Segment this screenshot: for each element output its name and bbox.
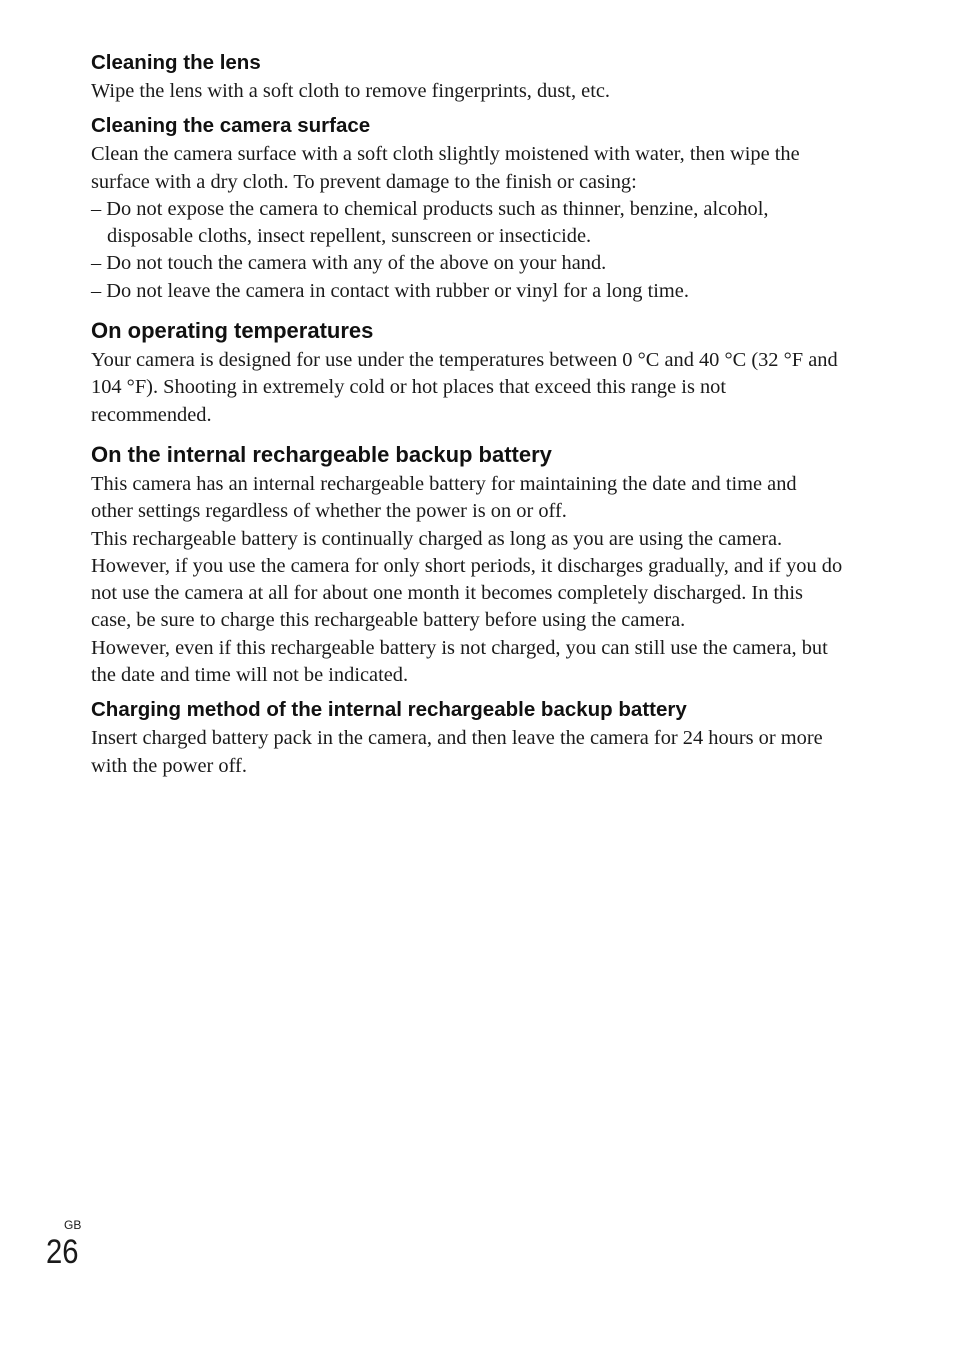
heading-operating-temperatures: On operating temperatures bbox=[91, 318, 374, 344]
list-item: – Do not touch the camera with any of the above on your hand. bbox=[91, 252, 607, 275]
page-content bbox=[91, 48, 843, 780]
paragraph-operating-temperatures: Your camera is designed for use under the temperatures between 0 °C and 40 °C (32 °F and 104 °F). Shooting in extremely cold or hot places that exceed this range is not recommended. bbox=[91, 349, 838, 426]
heading-charging-method: Charging method of the internal rechargeable backup battery bbox=[91, 698, 687, 722]
heading-backup-battery: On the internal rechargeable backup battery bbox=[91, 441, 552, 467]
page-number: 26 bbox=[46, 1233, 79, 1271]
paragraph-charging-method: Insert charged battery pack in the camera, and then leave the camera for 24 hours or more with the power off. bbox=[91, 727, 823, 777]
paragraph-backup-battery: However, even if this rechargeable battery is not charged, you can still use the camera, but the date and time will not be indicated. bbox=[91, 636, 828, 687]
list-item: – Do not expose the camera to chemical products such as thinner, benzine, alcohol, disposable cloths, insect repellent, sunscreen or insecticide. bbox=[91, 197, 769, 248]
paragraph-cleaning-surface: Clean the camera surface with a soft cloth slightly moistened with water, then wipe the surface with a dry cloth. To prevent damage to the finish or casing: bbox=[91, 143, 800, 193]
heading-cleaning-surface: Cleaning the camera surface bbox=[91, 114, 371, 138]
paragraph-cleaning-lens: Wipe the lens with a soft cloth to remove fingerprints, dust, etc. bbox=[91, 80, 611, 102]
page-region-label: GB bbox=[64, 1218, 82, 1232]
heading-cleaning-lens: Cleaning the lens bbox=[91, 51, 261, 74]
list-item: – Do not leave the camera in contact with rubber or vinyl for a long time. bbox=[91, 279, 689, 302]
paragraph-backup-battery: This camera has an internal rechargeable battery for maintaining the date and time and other settings regardless of whether the power is on or off. bbox=[91, 472, 797, 523]
paragraph-backup-battery: This rechargeable battery is continually charged as long as you are using the camera. However, if you use the camera for only short periods, it discharges gradually, and if you do not use the camera at all for about one month it becomes completely discharged. In this case, be sure to charge this rechargeable battery before using the camera. bbox=[91, 527, 843, 632]
